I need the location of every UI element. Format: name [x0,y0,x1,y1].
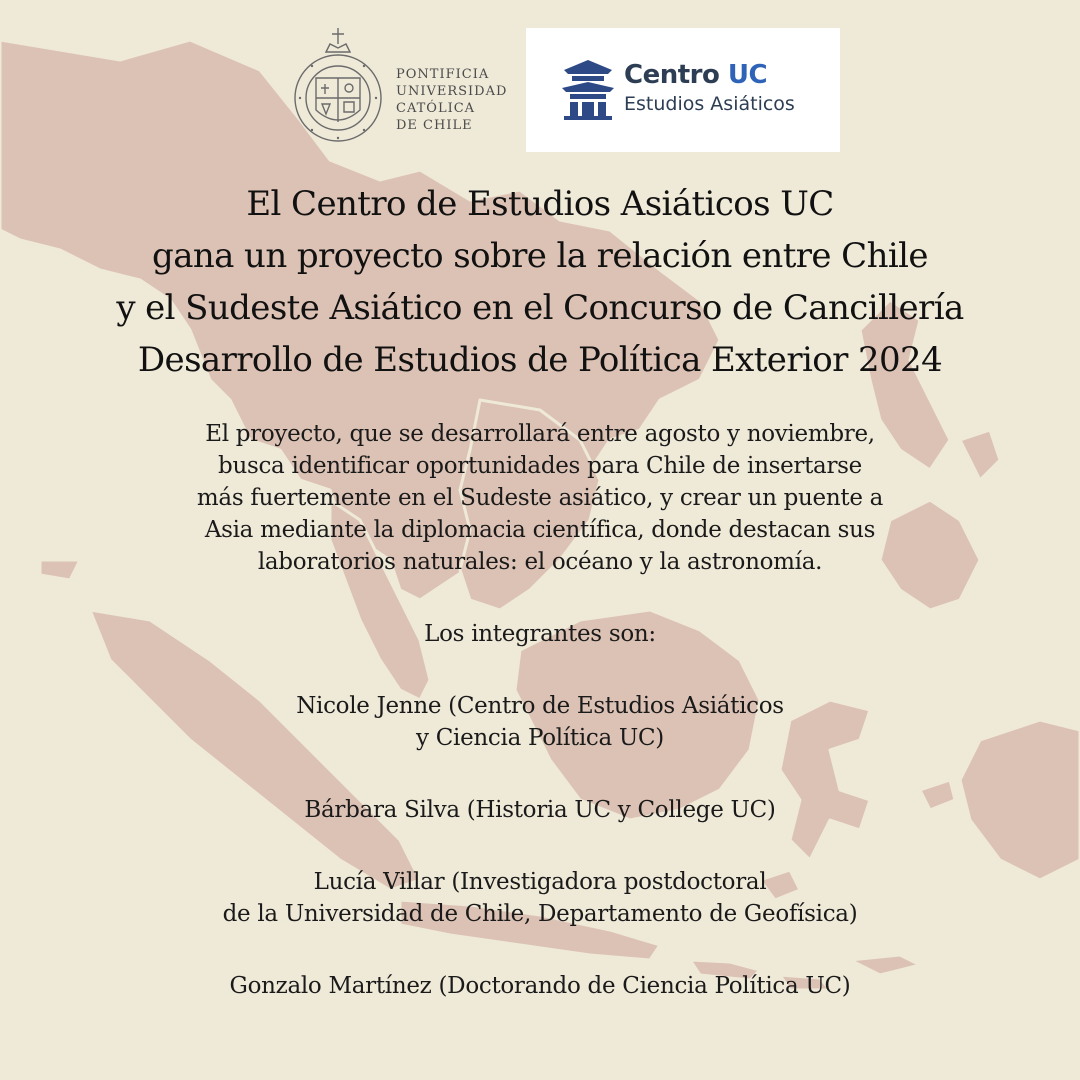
puc-name-line: UNIVERSIDAD [396,84,508,99]
intro-line: laboratorios naturales: el océano y la astronomía. [257,549,823,575]
intro-line: más fuertemente en el Sudeste asiático, y crear un puente a [196,485,884,511]
puc-name-line: PONTIFICIA [396,67,490,82]
center-logo [526,28,840,152]
member-line: Gonzalo Martínez (Doctorando de Ciencia Política UC) [229,973,851,999]
puc-name [396,66,507,134]
member-line: Bárbara Silva (Historia UC y College UC) [304,797,776,823]
announcement-body [0,418,1080,1002]
puc-logo [292,26,512,146]
center-title [624,60,767,90]
pagoda-icon [560,58,616,120]
member-item [0,794,1080,826]
center-title-main: Centro [624,60,728,90]
headline-line: Desarrollo de Estudios de Política Exterior 2024 [137,340,943,380]
headline-line: gana un proyecto sobre la relación entre Chile [152,236,928,276]
member-item [0,866,1080,930]
member-line: Nicole Jenne (Centro de Estudios Asiáticos [296,693,784,719]
member-line: Lucía Villar (Investigadora postdoctoral [313,869,767,895]
member-item [0,970,1080,1002]
intro-line: Asia mediante la diplomacia científica, donde destacan sus [204,517,876,543]
puc-name-line: CATÓLICA [396,101,476,116]
member-line: de la Universidad de Chile, Departamento de Geofísica) [222,901,858,927]
headline [0,178,1080,386]
member-line: y Ciencia Política UC) [416,725,664,751]
intro-paragraph [0,418,1080,578]
member-item [0,690,1080,754]
intro-line: El proyecto, que se desarrollará entre agosto y noviembre, [205,421,875,447]
center-subtitle: Estudios Asiáticos [624,93,795,115]
intro-line: busca identificar oportunidades para Chile de insertarse [218,453,862,479]
puc-name-line: DE CHILE [396,118,473,133]
logo-bar [0,24,1080,156]
members-heading: Los integrantes son: [424,621,656,647]
headline-line: El Centro de Estudios Asiáticos UC [246,184,834,224]
university-seal-icon [292,26,384,146]
headline-line: y el Sudeste Asiático en el Concurso de Cancillería [116,288,964,328]
center-title-accent: UC [727,60,768,90]
